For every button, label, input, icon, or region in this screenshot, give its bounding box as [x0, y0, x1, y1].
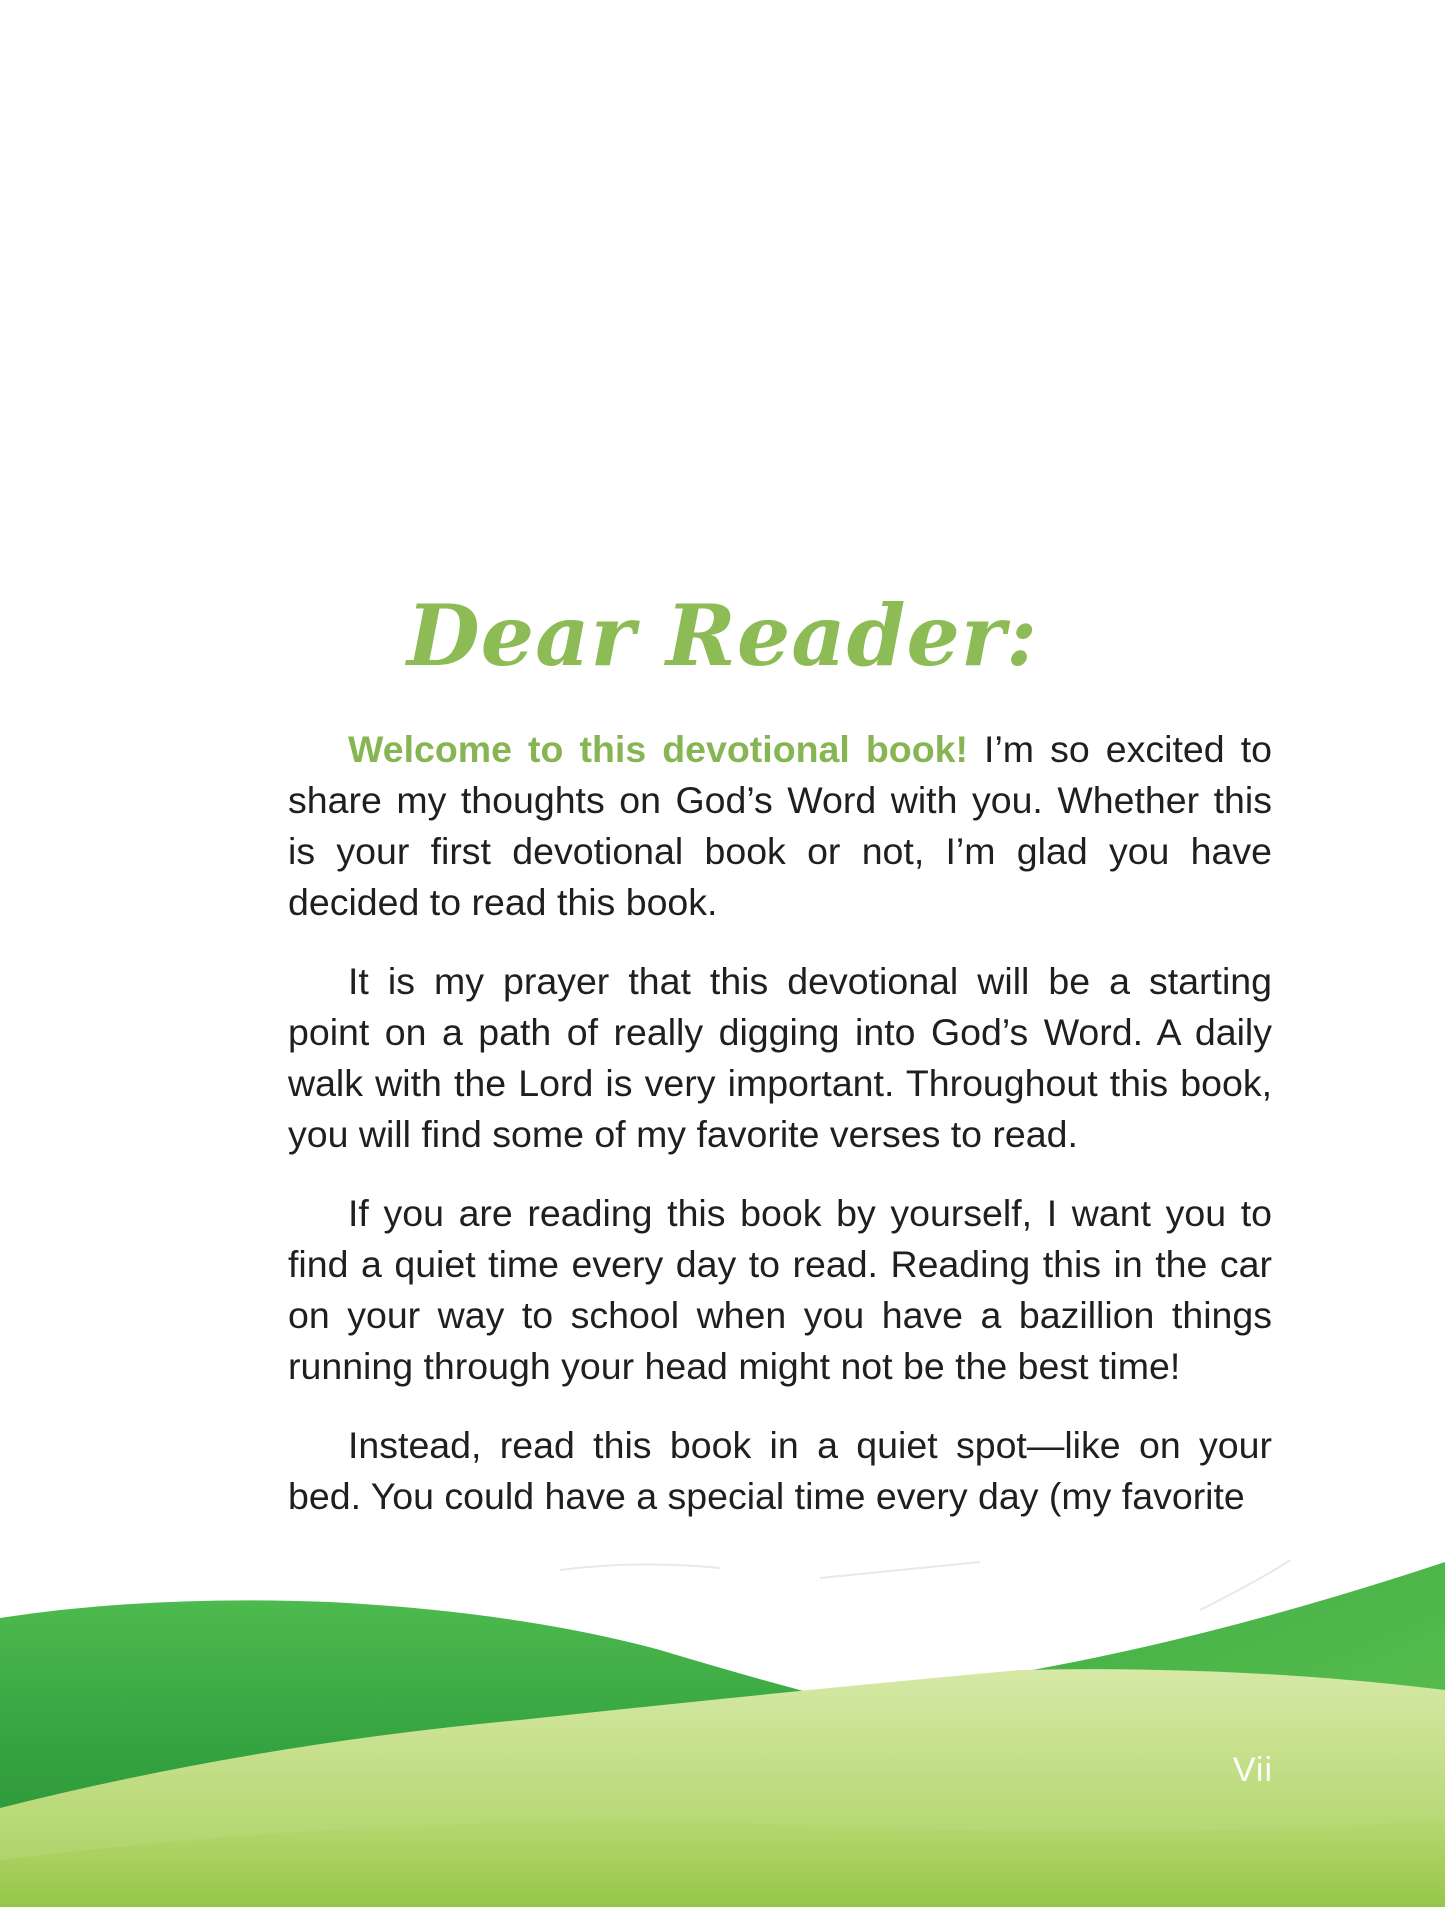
page-number: Vii: [1232, 1751, 1273, 1789]
page-title: Dear Reader:: [406, 586, 1039, 686]
green-hills-illustration: [0, 1540, 1445, 1907]
paragraph-1-text: I’m so excited to share my thoughts on God’s Word with you. Whether this is your first devotional book or not, I’m glad you have decided to read this book.: [288, 728, 1272, 923]
paragraph-2: It is my prayer that this devotional will be a starting point on a path of really digging into God’s Word. A daily walk with the Lord is very important. Throughout this book, you will find some of my favorite verses to read.: [288, 960, 1272, 1155]
faint-sketch-lines: [560, 1560, 1290, 1610]
welcome-lead: Welcome to this devotional book!: [348, 728, 968, 770]
paragraph-1: [288, 724, 1272, 928]
body-text: [288, 724, 1272, 1550]
paragraph-3: If you are reading this book by yourself, I want you to find a quiet time every day to read. Reading this in the car on your way to school when you have a bazillion things running through your head might not be the best time!: [288, 1192, 1272, 1387]
paragraph-4: Instead, read this book in a quiet spot—like on your bed. You could have a special time every day (my favorite: [288, 1424, 1272, 1517]
